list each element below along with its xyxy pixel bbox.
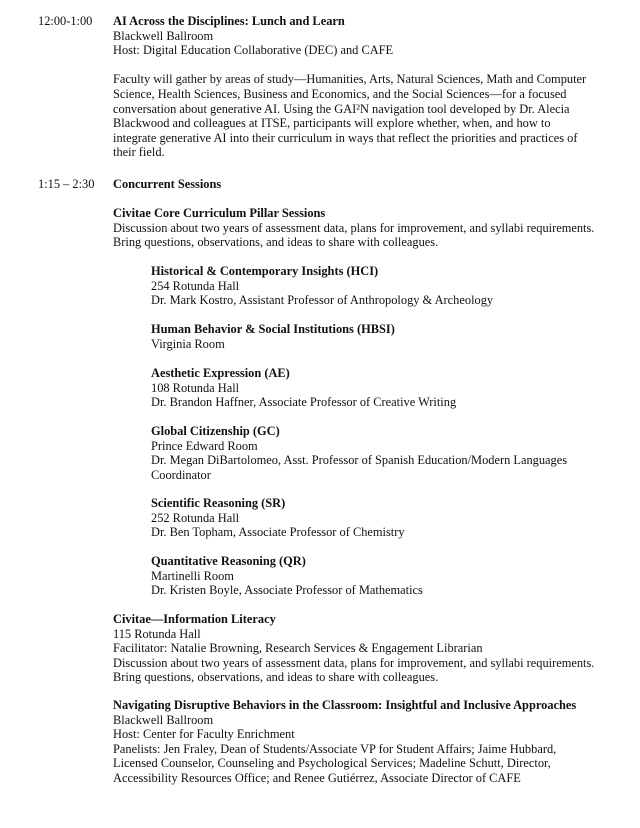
pillar-item-title: Global Citizenship (GC) xyxy=(151,424,280,438)
pillar-item-location: 252 Rotunda Hall xyxy=(151,510,240,525)
session1-location: Blackwell Ballroom xyxy=(113,28,214,43)
session1-desc-line: Faculty will gather by areas of study—Humanities, Arts, Natural Sciences, Math and Computer xyxy=(113,72,587,87)
info-literacy-block xyxy=(113,612,623,685)
session1-time: 12:00-1:00 xyxy=(38,14,93,28)
pillar-item-facilitator: Dr. Mark Kostro, Assistant Professor of Anthropology & Archeology xyxy=(151,293,494,308)
pillar-item-ae xyxy=(151,366,621,410)
session1-desc-line: their field. xyxy=(113,145,165,160)
pillar-item-location: Virginia Room xyxy=(151,336,225,351)
pillar-item-location: 254 Rotunda Hall xyxy=(151,278,240,293)
info-literacy-desc-line: Discussion about two years of assessment data, plans for improvement, and syllabi requirements. xyxy=(113,655,595,670)
session1-desc-line: conversation about generative AI. Using the GAI²N navigation tool developed by Dr. Alecia xyxy=(113,101,570,116)
pillar-item-title: Aesthetic Expression (AE) xyxy=(151,366,290,380)
pillar-item-title: Quantitative Reasoning (QR) xyxy=(151,554,306,568)
pillar-item-facilitator: Dr. Ben Topham, Associate Professor of Chemistry xyxy=(151,525,405,540)
session1-block xyxy=(113,14,623,160)
session1-desc-line: Science, Health Sciences, Business and Economics, and the Social Sciences—for a focused xyxy=(113,86,567,101)
session1-desc-line: Blackwood and colleagues at ITSE, participants will explore whether, when, and how to xyxy=(113,116,551,131)
session1-host: Host: Digital Education Collaborative (DEC) and CAFE xyxy=(113,43,394,58)
pillar-item-sr xyxy=(151,496,621,540)
session1-desc-line: integrate generative AI into their curriculum in ways that reflect the priorities and practices of xyxy=(113,130,578,145)
info-literacy-title: Civitae—Information Literacy xyxy=(113,612,276,626)
session2-title: Concurrent Sessions xyxy=(113,177,222,191)
pillar-desc-line: Discussion about two years of assessment data, plans for improvement, and syllabi requirements. xyxy=(113,220,595,235)
disruptive-panelists-line: Accessibility Resources Office; and Renee Gutiérrez, Associate Director of CAFE xyxy=(113,770,521,785)
pillar-block xyxy=(113,206,623,250)
pillar-item-facilitator: Dr. Brandon Haffner, Associate Professor of Creative Writing xyxy=(151,395,457,410)
session2-time: 1:15 – 2:30 xyxy=(38,177,95,191)
pillar-item-location: Martinelli Room xyxy=(151,568,234,583)
disruptive-title: Navigating Disruptive Behaviors in the Classroom: Insightful and Inclusive Approaches xyxy=(113,698,577,712)
pillar-item-facilitator: Dr. Kristen Boyle, Associate Professor of Mathematics xyxy=(151,583,423,598)
disruptive-host: Host: Center for Faculty Enrichment xyxy=(113,727,295,742)
disruptive-block xyxy=(113,698,623,786)
pillar-item-title: Human Behavior & Social Institutions (HBSI) xyxy=(151,322,395,336)
pillar-item-hbsi xyxy=(151,322,621,351)
info-literacy-location: 115 Rotunda Hall xyxy=(113,626,201,641)
disruptive-panelists-line: Licensed Counselor, Counseling and Psychological Services; Madeline Schutt, Director, xyxy=(113,756,551,771)
disruptive-panelists-line: Panelists: Jen Fraley, Dean of Students/Associate VP for Student Affairs; Jaime Hubbard, xyxy=(113,741,557,756)
pillar-title: Civitae Core Curriculum Pillar Sessions xyxy=(113,206,326,220)
session1-title: AI Across the Disciplines: Lunch and Learn xyxy=(113,14,345,28)
disruptive-location: Blackwell Ballroom xyxy=(113,712,214,727)
info-literacy-facilitator: Facilitator: Natalie Browning, Research Services & Engagement Librarian xyxy=(113,641,483,656)
pillar-item-facilitator-cont: Coordinator xyxy=(151,467,211,482)
info-literacy-desc-line: Bring questions, observations, and ideas to share with colleagues. xyxy=(113,670,439,685)
pillar-item-location: Prince Edward Room xyxy=(151,438,258,453)
pillar-item-facilitator: Dr. Megan DiBartolomeo, Asst. Professor of Spanish Education/Modern Languages xyxy=(151,453,568,468)
pillar-item-gc xyxy=(151,424,621,482)
pillar-item-qr xyxy=(151,554,621,598)
pillar-item-location: 108 Rotunda Hall xyxy=(151,380,240,395)
pillar-item-title: Historical & Contemporary Insights (HCI) xyxy=(151,264,379,278)
pillar-item-title: Scientific Reasoning (SR) xyxy=(151,496,286,510)
pillar-item-hci xyxy=(151,264,621,308)
pillar-desc-line: Bring questions, observations, and ideas to share with colleagues. xyxy=(113,235,439,250)
